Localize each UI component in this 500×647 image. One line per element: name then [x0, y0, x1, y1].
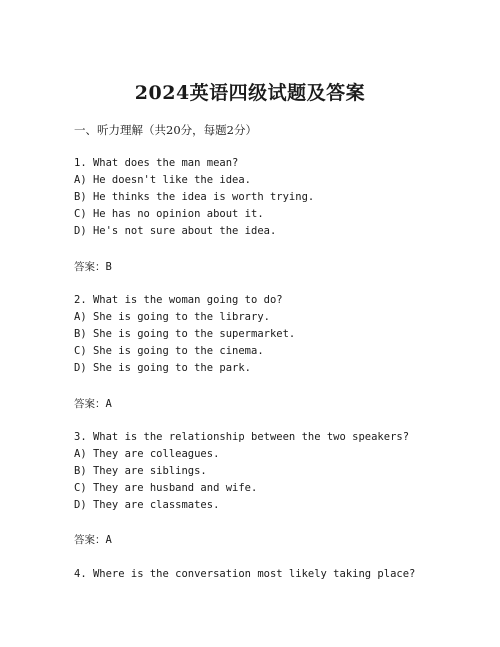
- option-c: C) They are husband and wife.: [74, 482, 258, 494]
- option-b: B) She is going to the supermarket.: [74, 328, 296, 340]
- option-c: C) He has no opinion about it.: [74, 208, 264, 220]
- answer-label: 答案：: [74, 261, 106, 273]
- question-1: [74, 155, 484, 240]
- answer-value: B: [105, 261, 112, 273]
- option-d: D) They are classmates.: [74, 499, 220, 511]
- answer-label: 答案：: [74, 398, 106, 410]
- question-stem: 1. What does the man mean?: [74, 157, 239, 169]
- question-3: [74, 429, 484, 514]
- question-stem: 3. What is the relationship between the two speakers?: [74, 431, 410, 443]
- answer-1: [74, 259, 112, 276]
- option-b: B) They are siblings.: [74, 465, 207, 477]
- option-b: B) He thinks the idea is worth trying.: [74, 191, 315, 203]
- option-a: A) They are colleagues.: [74, 448, 220, 460]
- question-4: [74, 566, 484, 583]
- option-d: D) He's not sure about the idea.: [74, 225, 277, 237]
- answer-value: A: [105, 398, 112, 410]
- option-c: C) She is going to the cinema.: [74, 345, 264, 357]
- option-a: A) She is going to the library.: [74, 311, 270, 323]
- option-d: D) She is going to the park.: [74, 362, 252, 374]
- section-heading: 一、听力理解（共20分，每题2分）: [74, 123, 257, 137]
- question-2: [74, 292, 484, 377]
- document-title: 2024英语四级试题及答案: [134, 82, 366, 104]
- answer-2: [74, 396, 112, 413]
- answer-value: A: [105, 534, 112, 546]
- question-stem: 2. What is the woman going to do?: [74, 294, 283, 306]
- answer-3: [74, 532, 112, 549]
- answer-label: 答案：: [74, 534, 106, 546]
- option-a: A) He doesn't like the idea.: [74, 174, 252, 186]
- question-stem: 4. Where is the conversation most likely taking place?: [74, 568, 416, 580]
